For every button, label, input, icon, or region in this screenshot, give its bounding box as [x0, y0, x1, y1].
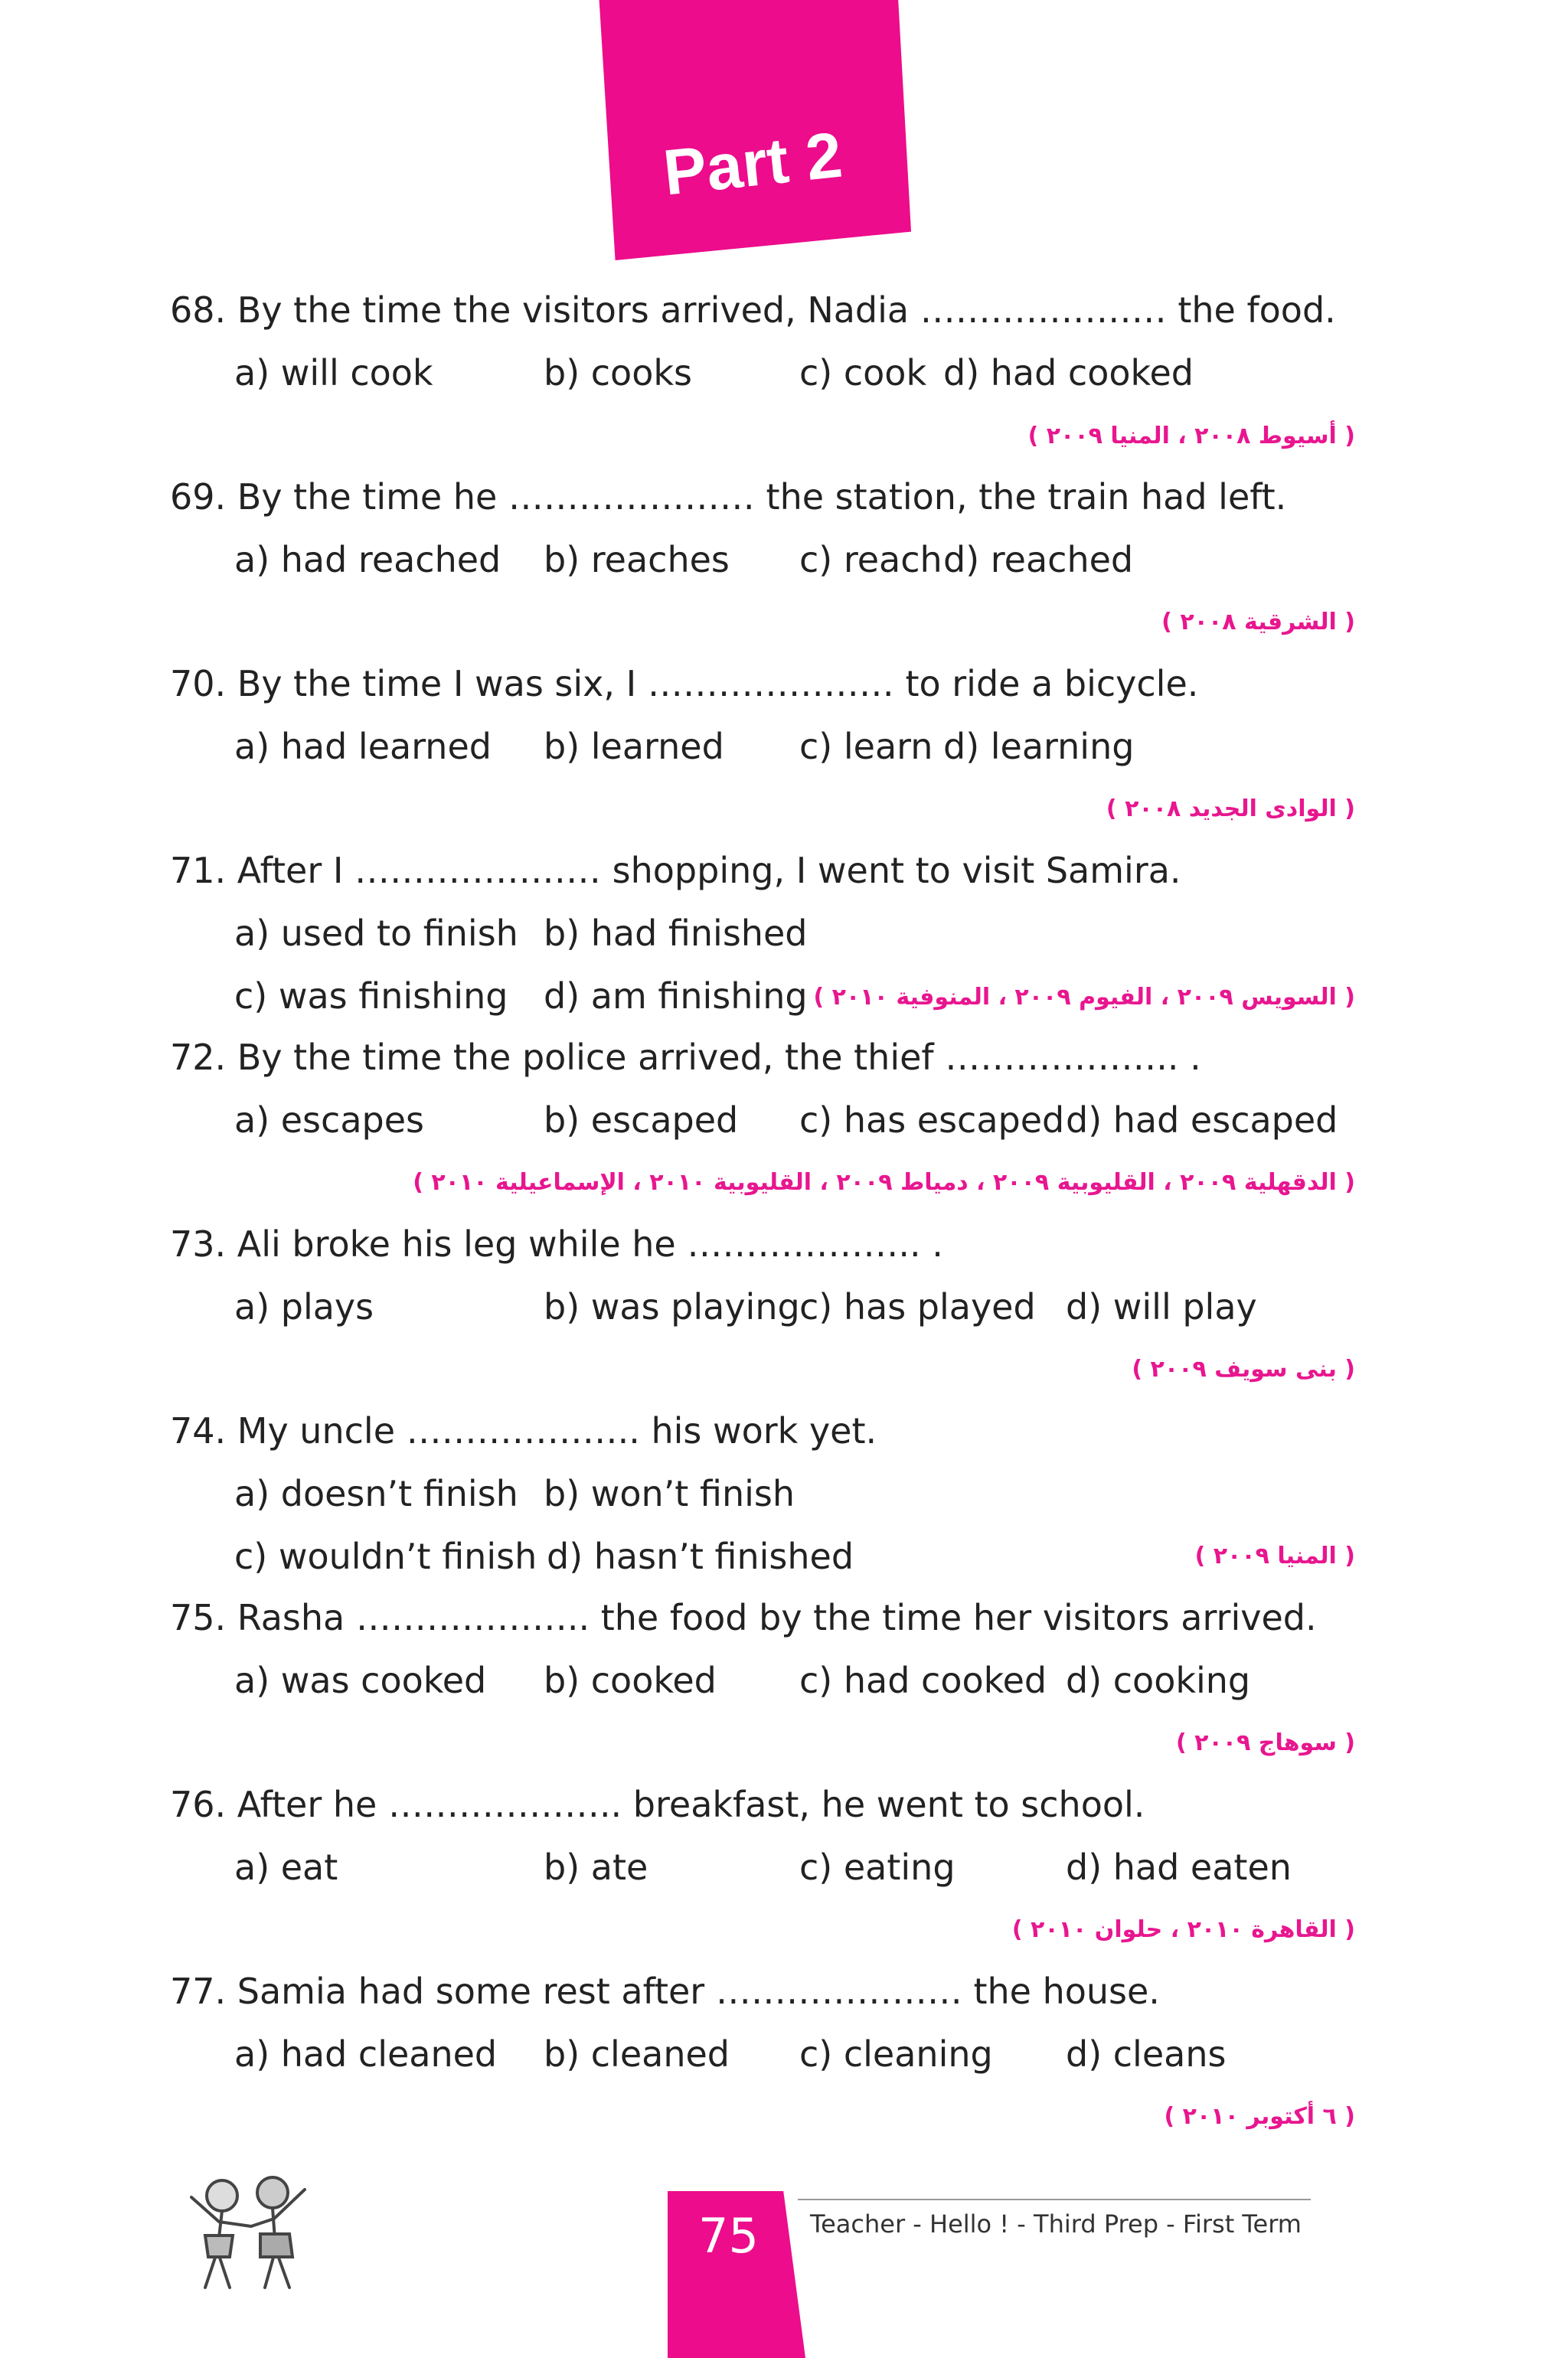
q74-option-a[interactable]: a) doesn’t finish [234, 1473, 518, 1514]
q73-option-a[interactable]: a) plays [234, 1286, 374, 1328]
q75-option-a[interactable]: a) was cooked [234, 1660, 487, 1701]
q74-option-b[interactable]: b) won’t finish [544, 1473, 795, 1514]
q69-option-a[interactable]: a) had reached [234, 539, 501, 580]
q77-option-c[interactable]: c) cleaning [799, 2033, 993, 2075]
q72-option-c[interactable]: c) has escaped [799, 1099, 1065, 1141]
book-title: Teacher - Hello ! - Third Prep - First Term [810, 2209, 1302, 2239]
question-73: 73. Ali broke his leg while he ……………….. . [170, 1223, 943, 1265]
q71-source: ( السويس ٢٠٠٩ ، الفيوم ٢٠٠٩ ، المنوفية ٢٠١٠ ) [813, 984, 1355, 1011]
q74-option-d[interactable]: d) hasn’t finished [547, 1536, 854, 1577]
q76-source: ( القاهرة ٢٠١٠ ، حلوان ٢٠١٠ ) [1011, 1916, 1355, 1943]
page-number: 75 [698, 2208, 759, 2264]
q71-option-b[interactable]: b) had finished [544, 913, 808, 954]
q70-option-d[interactable]: d) learning [943, 726, 1135, 767]
q77-option-d[interactable]: d) cleans [1066, 2033, 1227, 2075]
kids-illustration [175, 2167, 320, 2297]
question-69: 69. By the time he ………………… the station, the train had left. [170, 476, 1287, 518]
q75-option-d[interactable]: d) cooking [1066, 1660, 1251, 1701]
q71-option-a[interactable]: a) used to finish [234, 913, 518, 954]
q68-option-c[interactable]: c) cook [799, 352, 927, 394]
q68-option-b[interactable]: b) cooks [544, 352, 692, 394]
q77-source: ( ٦ أكتوبر ٢٠١٠ ) [1164, 2103, 1355, 2130]
q72-source: ( الدقهلية ٢٠٠٩ ، القليوبية ٢٠٠٩ ، دمياط ٢٠٠٩ ، القليوبية ٢٠١٠ ، الإسماعيلية ٢٠١٠ ) [413, 1169, 1355, 1196]
q70-option-c[interactable]: c) learn [799, 726, 933, 767]
footer-divider [798, 2199, 1311, 2200]
q68-option-d[interactable]: d) had cooked [943, 352, 1194, 394]
q76-option-d[interactable]: d) had eaten [1066, 1847, 1292, 1888]
question-72: 72. By the time the police arrived, the thief ……………….. . [170, 1037, 1201, 1078]
q77-option-a[interactable]: a) had cleaned [234, 2033, 498, 2075]
q70-option-a[interactable]: a) had learned [234, 726, 492, 767]
q73-option-d[interactable]: d) will play [1066, 1286, 1257, 1328]
question-76: 76. After he ……………….. breakfast, he went to school. [170, 1784, 1145, 1825]
q74-source: ( المنيا ٢٠٠٩ ) [1194, 1543, 1355, 1569]
question-77: 77. Samia had some rest after ………………… the house. [170, 1971, 1160, 2012]
part-title: Part 2 [660, 118, 846, 209]
q72-option-b[interactable]: b) escaped [544, 1099, 739, 1141]
q73-option-c[interactable]: c) has played [799, 1286, 1036, 1328]
q73-source: ( بنى سويف ٢٠٠٩ ) [1132, 1356, 1355, 1383]
q69-option-b[interactable]: b) reaches [544, 539, 730, 580]
question-68: 68. By the time the visitors arrived, Nadia ………………… the food. [170, 289, 1336, 331]
q71-option-c[interactable]: c) was finishing [234, 975, 508, 1017]
q69-option-d[interactable]: d) reached [943, 539, 1134, 580]
q77-option-b[interactable]: b) cleaned [544, 2033, 730, 2075]
q68-option-a[interactable]: a) will cook [234, 352, 433, 394]
q76-option-b[interactable]: b) ate [544, 1847, 648, 1888]
q72-option-d[interactable]: d) had escaped [1066, 1099, 1338, 1141]
question-70: 70. By the time I was six, I ………………… to ride a bicycle. [170, 663, 1199, 704]
q75-source: ( سوهاج ٢٠٠٩ ) [1175, 1729, 1355, 1756]
q70-source: ( الوادى الجديد ٢٠٠٨ ) [1106, 795, 1355, 822]
question-74: 74. My uncle ……………….. his work yet. [170, 1410, 877, 1452]
question-71: 71. After I ………………… shopping, I went to visit Samira. [170, 850, 1181, 891]
q76-option-a[interactable]: a) eat [234, 1847, 338, 1888]
q69-option-c[interactable]: c) reach [799, 539, 942, 580]
q72-option-a[interactable]: a) escapes [234, 1099, 424, 1141]
q68-source: ( أسيوط ٢٠٠٨ ، المنيا ٢٠٠٩ ) [1027, 423, 1355, 449]
q76-option-c[interactable]: c) eating [799, 1847, 956, 1888]
q73-option-b[interactable]: b) was playing [544, 1286, 800, 1328]
q70-option-b[interactable]: b) learned [544, 726, 724, 767]
q74-option-c[interactable]: c) wouldn’t finish [234, 1536, 537, 1577]
q75-option-c[interactable]: c) had cooked [799, 1660, 1047, 1701]
q75-option-b[interactable]: b) cooked [544, 1660, 717, 1701]
q71-option-d[interactable]: d) am finishing [544, 975, 808, 1017]
question-75: 75. Rasha ……………….. the food by the time her visitors arrived. [170, 1597, 1317, 1638]
q69-source: ( الشرقية ٢٠٠٨ ) [1161, 609, 1355, 635]
